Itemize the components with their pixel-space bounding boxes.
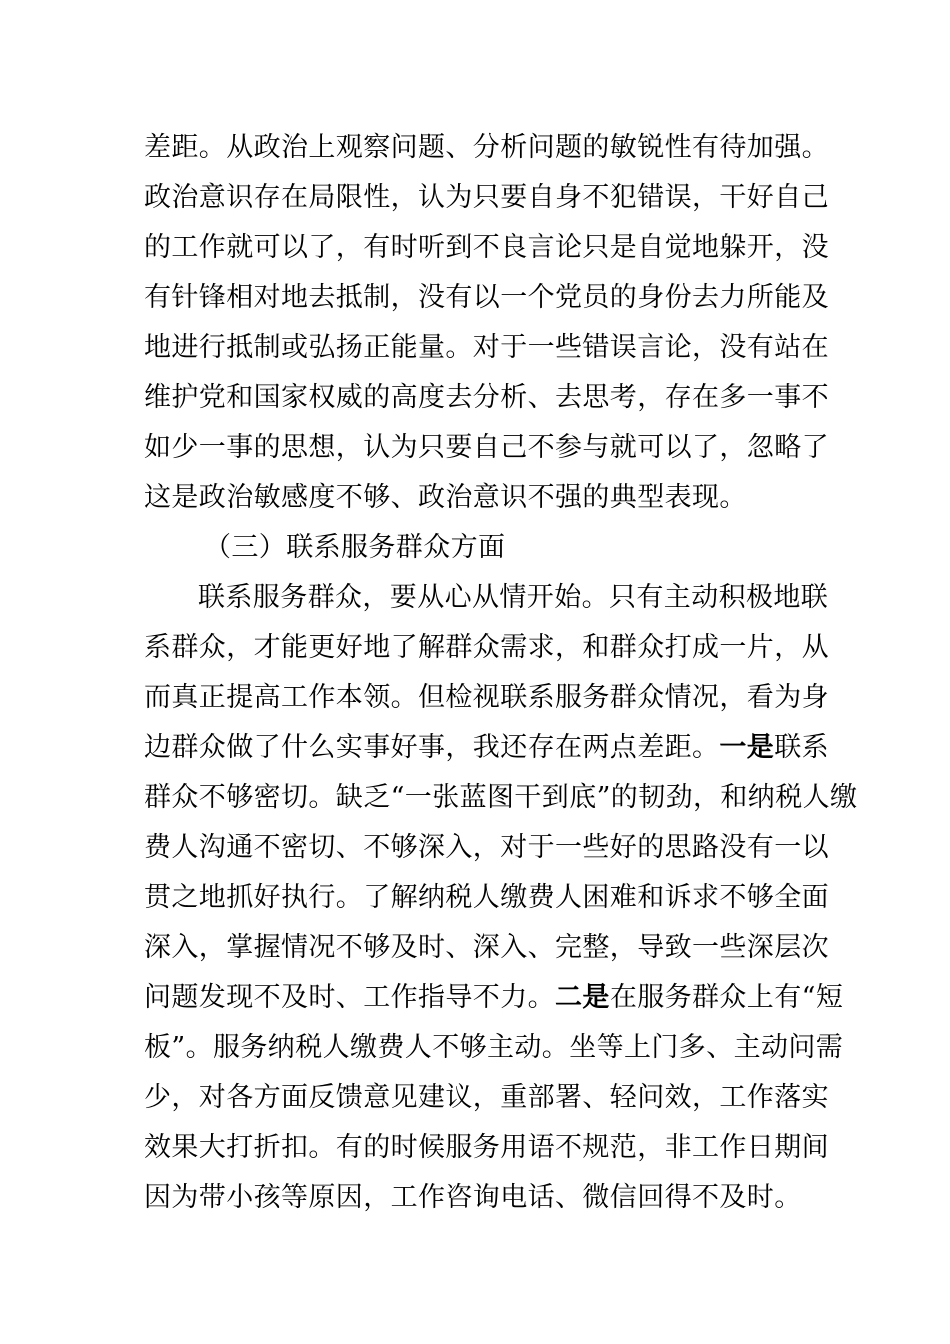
document-body: [144, 123, 858, 1223]
text-line: 因为带小孩等原因，工作咨询电话、微信回得不及时。: [144, 1182, 802, 1213]
paragraph-serving-the-public: [144, 573, 858, 1223]
text-segment: 联系: [774, 732, 830, 763]
text-line: 的工作就可以了，有时听到不良言论只是自觉地躲开，没: [144, 232, 829, 263]
emphasis-second-point: 二是: [555, 982, 610, 1013]
text-line: 维护党和国家权威的高度去分析、去思考，存在多一事不: [144, 382, 829, 413]
text-line: 联系服务群众，要从心从情开始。只有主动积极地联: [198, 582, 829, 613]
text-line: 如少一事的思想，认为只要自己不参与就可以了，忽略了: [144, 432, 829, 463]
text-line: 费人沟通不密切、不够深入，对于一些好的思路没有一以: [144, 832, 829, 863]
text-line-with-emphasis: [144, 723, 830, 773]
text-line-with-emphasis: [144, 973, 844, 1023]
text-line: 这是政治敏感度不够、政治意识不强的典型表现。: [144, 482, 747, 513]
text-line: 少，对各方面反馈意见建议，重部署、轻问效，工作落实: [144, 1082, 829, 1113]
emphasis-first-point: 一是: [719, 732, 775, 763]
section-heading: （三）联系服务群众方面: [204, 532, 506, 563]
text-line: 群众不够密切。缺乏“一张蓝图干到底”的韧劲，和纳税人缴: [144, 782, 858, 813]
text-line: 差距。从政治上观察问题、分析问题的敏锐性有待加强。: [144, 132, 829, 163]
text-line: 效果大打折扣。有的时候服务用语不规范，非工作日期间: [144, 1132, 829, 1163]
text-line: 贯之地抓好执行。了解纳税人缴费人困难和诉求不够全面: [144, 882, 829, 913]
text-line: 板”。服务纳税人缴费人不够主动。坐等上门多、主动问需: [144, 1032, 844, 1063]
text-line: 而真正提高工作本领。但检视联系服务群众情况，看为身: [144, 682, 829, 713]
text-line: 有针锋相对地去抵制，没有以一个党员的身份去力所能及: [144, 282, 829, 313]
text-line: 系群众，才能更好地了解群众需求，和群众打成一片，从: [144, 632, 829, 663]
paragraph-political-awareness: [144, 123, 829, 523]
text-segment: 问题发现不及时、工作指导不力。: [144, 982, 555, 1013]
text-segment: 在服务群众上有“短: [609, 982, 844, 1013]
text-line: 深入，掌握情况不够及时、深入、完整，导致一些深层次: [144, 932, 829, 963]
text-line: 地进行抵制或弘扬正能量。对于一些错误言论，没有站在: [144, 332, 829, 363]
text-segment: 边群众做了什么实事好事，我还存在两点差距。: [144, 732, 720, 763]
text-line: 政治意识存在局限性，认为只要自身不犯错误，干好自己: [144, 182, 829, 213]
